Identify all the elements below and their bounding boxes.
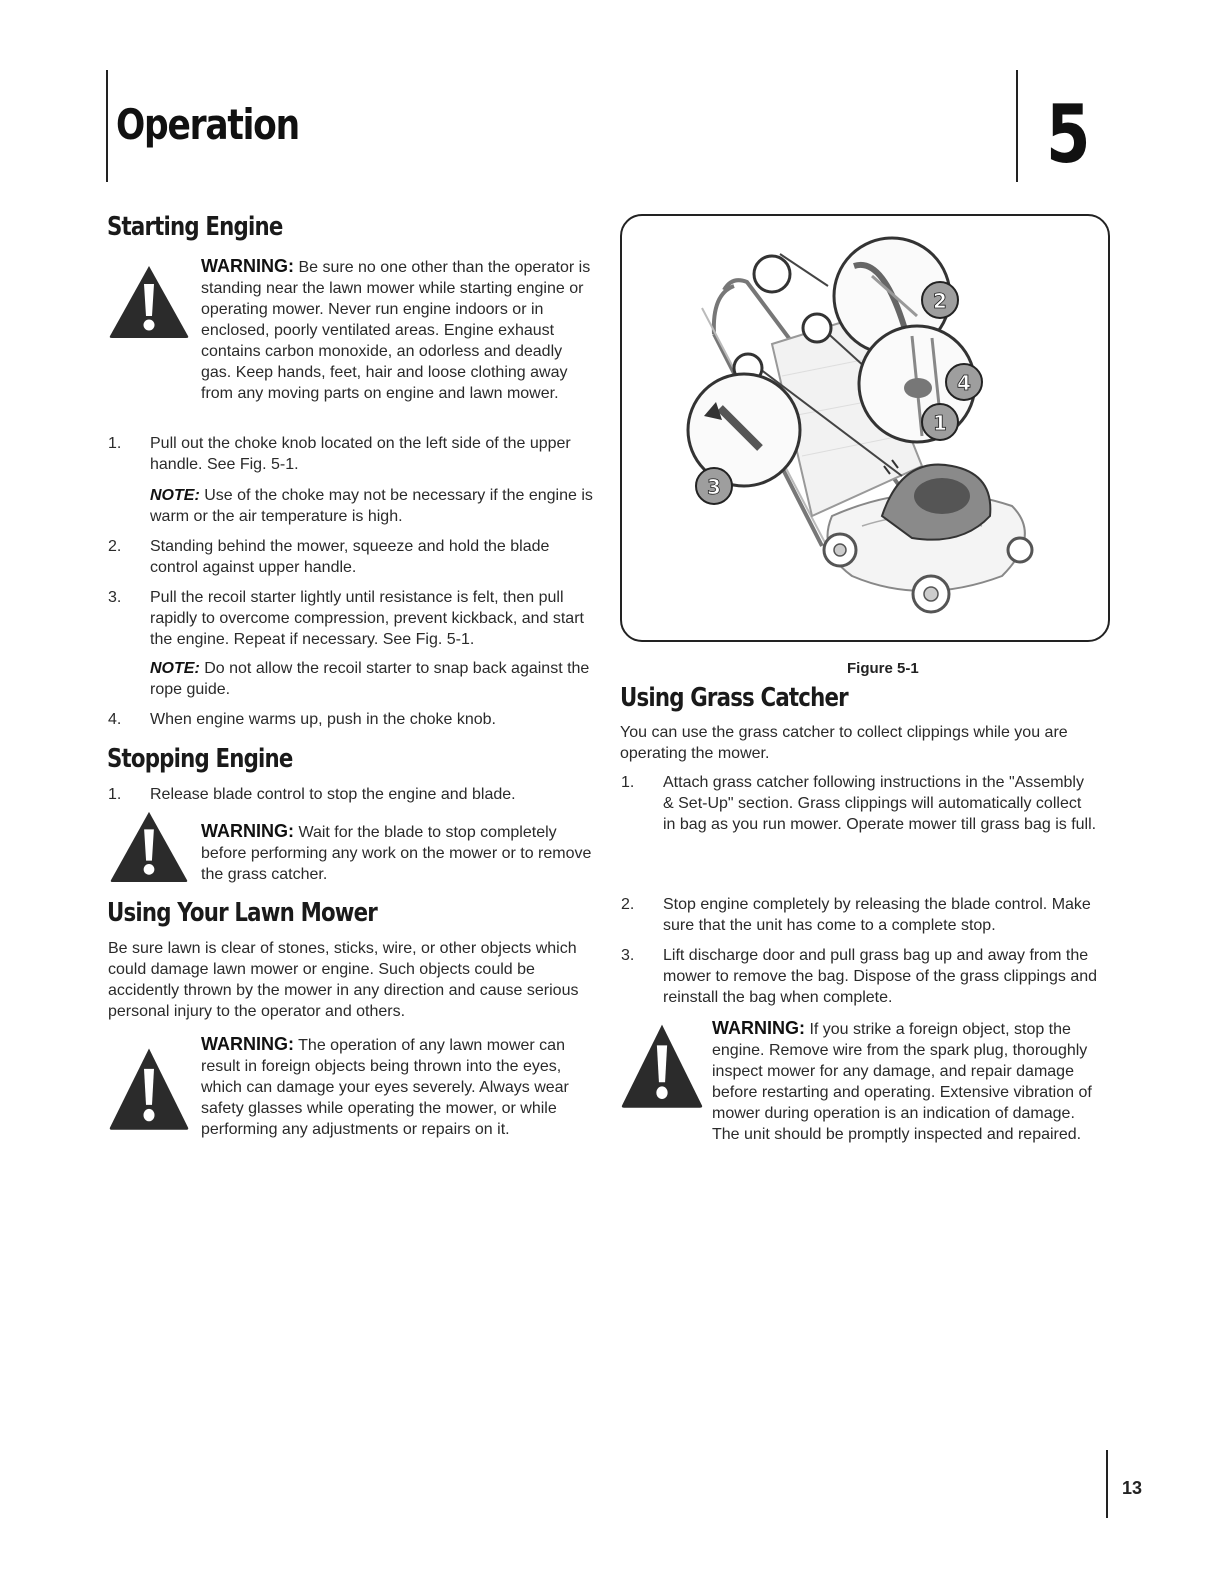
using-mower-intro: Be sure lawn is clear of stones, sticks, wire, or other objects which could damage lawn mower or engine. Such objects could be accidently thrown by the mower in any direction and cause serious personal injury to the operator and others. <box>108 940 579 1020</box>
callout-1 <box>922 404 958 440</box>
step-text: When engine warms up, push in the choke knob. <box>150 711 496 728</box>
grass-catcher-heading: Using Grass Catcher <box>620 683 848 713</box>
step-number: 1. <box>108 435 122 452</box>
warning-label: WARNING: <box>201 1034 294 1054</box>
step-number: 1. <box>621 774 635 791</box>
warning-text: Wait for the blade to stop completely before performing any work on the mower or to remove the grass catcher. <box>201 824 592 883</box>
warning-text: Be sure no one other than the operator is standing near the lawn mower while starting engine or operating mower. Never run engine indoors or in enclosed, poorly ventilated areas. Engine exhaust contains carbon monoxide, an odorless and deadly gas. Keep hands, feet, hair and loose clothing away from any moving parts on engine and lawn mower. <box>201 259 591 402</box>
chapter-number: 5 <box>1046 88 1091 181</box>
warning-triangle-icon <box>106 1044 192 1132</box>
page-number-rule <box>1106 1450 1108 1518</box>
step-number: 3. <box>108 589 122 606</box>
step-text: Pull the recoil starter lightly until resistance is felt, then pull rapidly to overcome compression, prevent kickback, and start the engine. Repeat if necessary. See Fig. 5-1. <box>150 589 584 648</box>
step-number: 4. <box>108 711 122 728</box>
callout-4 <box>946 364 982 400</box>
step-number: 2. <box>108 538 122 555</box>
starting-engine-heading: Starting Engine <box>107 212 283 242</box>
warning-triangle-icon <box>106 262 192 340</box>
step-text: Standing behind the mower, squeeze and hold the blade control against upper handle. <box>150 538 550 576</box>
warning-label: WARNING: <box>201 821 294 841</box>
starting-warning <box>201 256 596 404</box>
callout-1-label: 1 <box>933 411 947 435</box>
step-text: Stop engine completely by releasing the blade control. Make sure that the unit has come to a complete stop. <box>663 896 1091 934</box>
note <box>150 658 596 700</box>
step-number: 2. <box>621 896 635 913</box>
note-label: NOTE: <box>150 487 200 504</box>
page-title: Operation <box>116 100 299 149</box>
warning-label: WARNING: <box>201 256 294 276</box>
note <box>150 485 596 527</box>
warning-triangle-icon <box>106 808 192 884</box>
note-text: Use of the choke may not be necessary if the engine is warm or the air temperature is high. <box>150 487 593 525</box>
step-number: 3. <box>621 947 635 964</box>
using-lawn-mower-heading: Using Your Lawn Mower <box>107 898 377 928</box>
header-rule-left <box>106 70 108 182</box>
step-text: Pull out the choke knob located on the left side of the upper handle. See Fig. 5-1. <box>150 435 571 473</box>
stopping-engine-heading: Stopping Engine <box>107 744 293 774</box>
callout-3 <box>696 468 732 504</box>
step-text: Lift discharge door and pull grass bag up and away from the mower to remove the bag. Dispose of the grass clippings and reinstall the bag when complete. <box>663 947 1098 1006</box>
warning-text: If you strike a foreign object, stop the engine. Remove wire from the spark plug, thoroughly inspect mower for any damage, and repair damage before restarting and operating. Extensive vibration of mower during operation is an indication of damage. The unit should be promptly inspected and repaired. <box>712 1021 1092 1143</box>
grass-catcher-warning <box>712 1018 1102 1145</box>
note-label: NOTE: <box>150 660 200 677</box>
step-text: Release blade control to stop the engine and blade. <box>150 786 516 803</box>
figure-5-1 <box>620 214 1110 642</box>
callout-2 <box>922 282 958 318</box>
lawn-mower-illustration <box>622 216 1108 640</box>
stopping-warning <box>201 821 596 885</box>
grass-catcher-intro: You can use the grass catcher to collect clippings while you are operating the mower. <box>620 724 1068 762</box>
callout-2-label: 2 <box>933 289 947 313</box>
callout-3-label: 3 <box>707 475 721 499</box>
using-mower-warning <box>201 1034 596 1140</box>
warning-label: WARNING: <box>712 1018 805 1038</box>
callout-4-label: 4 <box>957 371 971 395</box>
warning-triangle-icon <box>618 1020 706 1110</box>
page-number: 13 <box>1122 1478 1143 1498</box>
step-number: 1. <box>108 786 122 803</box>
step-text: Attach grass catcher following instructions in the "Assembly & Set-Up" section. Grass clippings will automatically collect in bag as you run mower. Operate mower till grass bag is full. <box>663 774 1097 833</box>
warning-text: The operation of any lawn mower can result in foreign objects being thrown into the eyes, which can damage your eyes severely. Always wear safety glasses while operating the mower, or while performing any adjustments or repairs on it. <box>201 1037 569 1138</box>
header-rule-right <box>1016 70 1018 182</box>
note-text: Do not allow the recoil starter to snap back against the rope guide. <box>150 660 590 698</box>
figure-caption: Figure 5-1 <box>847 660 919 677</box>
